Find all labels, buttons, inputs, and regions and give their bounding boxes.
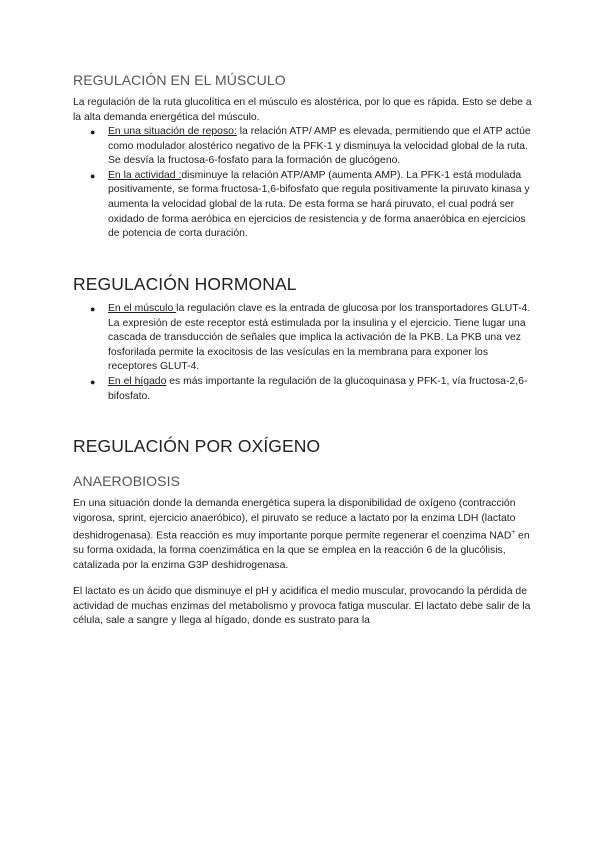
list-musculo	[73, 125, 533, 242]
list-hormonal	[73, 302, 533, 404]
list-item	[73, 169, 533, 242]
bullet-label: En la actividad :	[108, 169, 182, 181]
paragraph-anaerobiosis-2: El lactato es un ácido que disminuye el pH y acidifica el medio muscular, provocando la pérdida de actividad de muchas enzimas del metabolismo y provoca fatiga muscular. El lactato debe salir de la célula, sale a sangre y llega al hígado, donde es sustrato para la	[73, 586, 531, 627]
paragraph-text-a: En una situación donde la demanda energética supera la disponibilidad de oxígeno (contracción vigorosa, sprint, ejercicio anaeróbico), el piruvato se reduce a lactato por la enzima LDH (lactato deshidrogenasa). Esta reacción es muy importante porque permite regenerar el coenzima NAD	[73, 498, 516, 542]
bullet-icon: ●	[90, 376, 96, 387]
bullet-icon: ●	[90, 170, 96, 181]
list-item	[73, 375, 533, 404]
paragraph-text-b: en su forma oxidada, la forma coenzimática en la que se emplea en la reacción 6 de la glucólisis, catalizada por la enzima G3P deshidrogenasa.	[73, 530, 530, 571]
bullet-label: En el músculo	[108, 303, 177, 314]
heading-regulacion-musculo: REGULACIÓN EN EL MÚSCULO	[73, 72, 286, 88]
heading-regulacion-hormonal: REGULACIÓN HORMONAL	[73, 274, 297, 294]
list-item	[73, 125, 533, 169]
bullet-text: la relación ATP/ AMP es elevada, permitiendo que el ATP actúe como modulador alostérico negativo de la PFK-1 y disminuya la velocidad global de la ruta. Se desvía la fructosa-6-fosfato para la formación de glucógeno.	[108, 126, 531, 167]
paragraph-anaerobiosis-1	[73, 497, 533, 573]
bullet-icon: ●	[90, 127, 96, 137]
bullet-icon: ●	[90, 304, 96, 314]
bullet-text: la regulación clave es la entrada de glucosa por los transportadores GLUT-4. La expresión de este receptor está estimulada por la insulina y el ejercicio. Tiene lugar una cascada de transducción de señales que implica la activación de la PKB. La PKB una vez fosforilada permite la exocitosis de las vesículas en la membrana para exponer los receptores GLUT-4.	[108, 303, 531, 373]
bullet-label: En una situación de reposo:	[108, 126, 237, 137]
bullet-label: En el hígado	[108, 375, 167, 387]
list-item	[73, 302, 533, 375]
bullet-text: es más importante la regulación de la glucoquinasa y PFK-1, vía fructosa-2,6-bifosfato.	[108, 375, 528, 402]
bullet-text: disminuye la relación ATP/AMP (aumenta AMP). La PFK-1 está modulada positivamente, se forma fructosa-1,6-bifosfato que regula positivamente la piruvato kinasa y aumenta la velocidad global de la ruta. De esta forma se hará piruvato, el cual podrá ser oxidado de forma aeróbica en ejercicios de resistencia y de forma anaeróbica en ejercicios de potencia de corta duración.	[108, 169, 530, 240]
superscript-plus: +	[511, 529, 516, 537]
subheading-anaerobiosis: ANAEROBIOSIS	[73, 473, 181, 489]
paragraph-musculo-intro: La regulación de la ruta glucolítica en el músculo es alostérica, por lo que es rápida. Esto se debe a la alta demanda energética del músculo.	[73, 97, 532, 123]
heading-regulacion-oxigeno: REGULACIÓN POR OXÍGENO	[73, 436, 321, 456]
